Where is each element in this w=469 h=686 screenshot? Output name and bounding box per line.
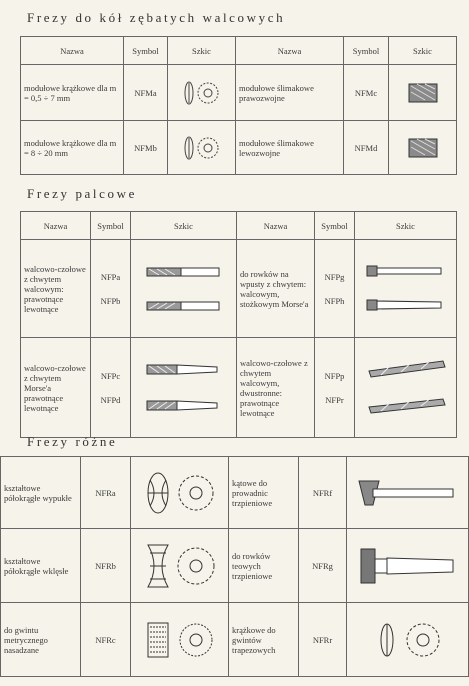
- gear-cutters-table: [20, 36, 457, 175]
- table-row: [1, 529, 469, 603]
- table-row: [21, 65, 457, 121]
- header-sketch: Szkic: [168, 37, 236, 65]
- cutter-symbol: NFMc: [344, 65, 389, 121]
- cutter-symbol: NFRg: [299, 529, 347, 603]
- concave-form-cutter-icon: [131, 529, 229, 603]
- cutter-symbol: NFPa: [100, 271, 121, 282]
- cutter-name: kształtowe półokrągłe wklęsłe: [1, 529, 81, 603]
- double-end-mill-icon: [355, 338, 457, 438]
- t-slot-cutter-icon: [347, 529, 469, 603]
- header-sketch: Szkic: [355, 212, 457, 240]
- cutter-name: modułowe krążkowe dla m = 0,5 ÷ 7 mm: [21, 65, 124, 121]
- cutter-name: modułowe ślimakowe lewozwojne: [236, 121, 344, 175]
- table-row: [21, 121, 457, 175]
- cutter-symbol: NFRb: [81, 529, 131, 603]
- header-name: Nazwa: [21, 37, 124, 65]
- end-mill-morse-shank-icon: [131, 338, 237, 438]
- section-title-various-cutters: Frezy różne: [27, 434, 118, 449]
- various-cutters-table: [0, 456, 469, 677]
- cutter-name: walcowo-czołowe z chwytem walcowym: prawotnące lewotnące: [21, 240, 91, 338]
- header-name: Nazwa: [236, 37, 344, 65]
- header-name: Nazwa: [237, 212, 315, 240]
- cutter-name: kątowe do prowadnic trzpieniowe: [229, 457, 299, 529]
- cutter-name: modułowe krążkowe dla m = 8 ÷ 20 mm: [21, 121, 124, 175]
- table-row: [1, 457, 469, 529]
- cutter-symbol-group: [315, 240, 355, 338]
- header-symbol: Symbol: [91, 212, 131, 240]
- cutter-symbol: NFPh: [324, 295, 345, 306]
- cutter-symbol: NFMb: [124, 121, 168, 175]
- cutter-name: walcowo-czołowe z chwytem walcowym, dwustronne: prawotnące lewotnące: [237, 338, 315, 438]
- cutter-symbol: NFPd: [100, 394, 121, 405]
- cutter-symbol: NFRc: [81, 603, 131, 677]
- header-symbol: Symbol: [124, 37, 168, 65]
- disc-gear-cutter-icon: [168, 121, 236, 175]
- header-symbol: Symbol: [344, 37, 389, 65]
- end-mill-straight-shank-icon: [131, 240, 237, 338]
- table-row: [1, 603, 469, 677]
- trapezoid-thread-cutter-icon: [347, 603, 469, 677]
- header-name: Nazwa: [21, 212, 91, 240]
- header-sketch: Szkic: [131, 212, 237, 240]
- cutter-symbol: NFMd: [344, 121, 389, 175]
- end-mills-table: [20, 211, 457, 438]
- cutter-symbol: NFPb: [100, 295, 121, 306]
- cutter-name: modułowe ślimakowe prawozwojne: [236, 65, 344, 121]
- cutter-name: do gwintu metrycznego nasadzane: [1, 603, 81, 677]
- section-title-end-mills: Frezy palcowe: [27, 186, 137, 201]
- thread-cutter-icon: [131, 603, 229, 677]
- header-symbol: Symbol: [315, 212, 355, 240]
- cutter-symbol: NFPr: [325, 394, 344, 405]
- cutter-symbol: NFRr: [299, 603, 347, 677]
- table-row: [21, 338, 457, 438]
- cutter-symbol: NFRf: [299, 457, 347, 529]
- hob-cutter-icon: [389, 121, 457, 175]
- cutter-symbol-group: [315, 338, 355, 438]
- table-row: [21, 240, 457, 338]
- cutter-name: do rowków teowych trzpieniowe: [229, 529, 299, 603]
- cutter-symbol: NFPc: [100, 370, 121, 381]
- cutter-name: do rowków na wpusty z chwytem: walcowym, stożkowym Morse'a: [237, 240, 315, 338]
- cutter-symbol-group: [91, 338, 131, 438]
- convex-form-cutter-icon: [131, 457, 229, 529]
- cutter-name: krążkowe do gwintów trapezowych: [229, 603, 299, 677]
- slot-drill-icon: [355, 240, 457, 338]
- cutter-symbol: NFPg: [324, 271, 345, 282]
- header-sketch: Szkic: [389, 37, 457, 65]
- cutter-symbol-group: [91, 240, 131, 338]
- cutter-symbol: NFMa: [124, 65, 168, 121]
- cutter-name: kształtowe półokrągłe wypukłe: [1, 457, 81, 529]
- section-title-gear-cutters: Frezy do kół zębatych walcowych: [27, 10, 286, 25]
- disc-gear-cutter-icon: [168, 65, 236, 121]
- cutter-name: walcowo-czołowe z chwytem Morse'a prawotnące lewotnące: [21, 338, 91, 438]
- hob-cutter-icon: [389, 65, 457, 121]
- cutter-symbol: NFPp: [324, 370, 345, 381]
- cutter-symbol: NFRa: [81, 457, 131, 529]
- dovetail-cutter-icon: [347, 457, 469, 529]
